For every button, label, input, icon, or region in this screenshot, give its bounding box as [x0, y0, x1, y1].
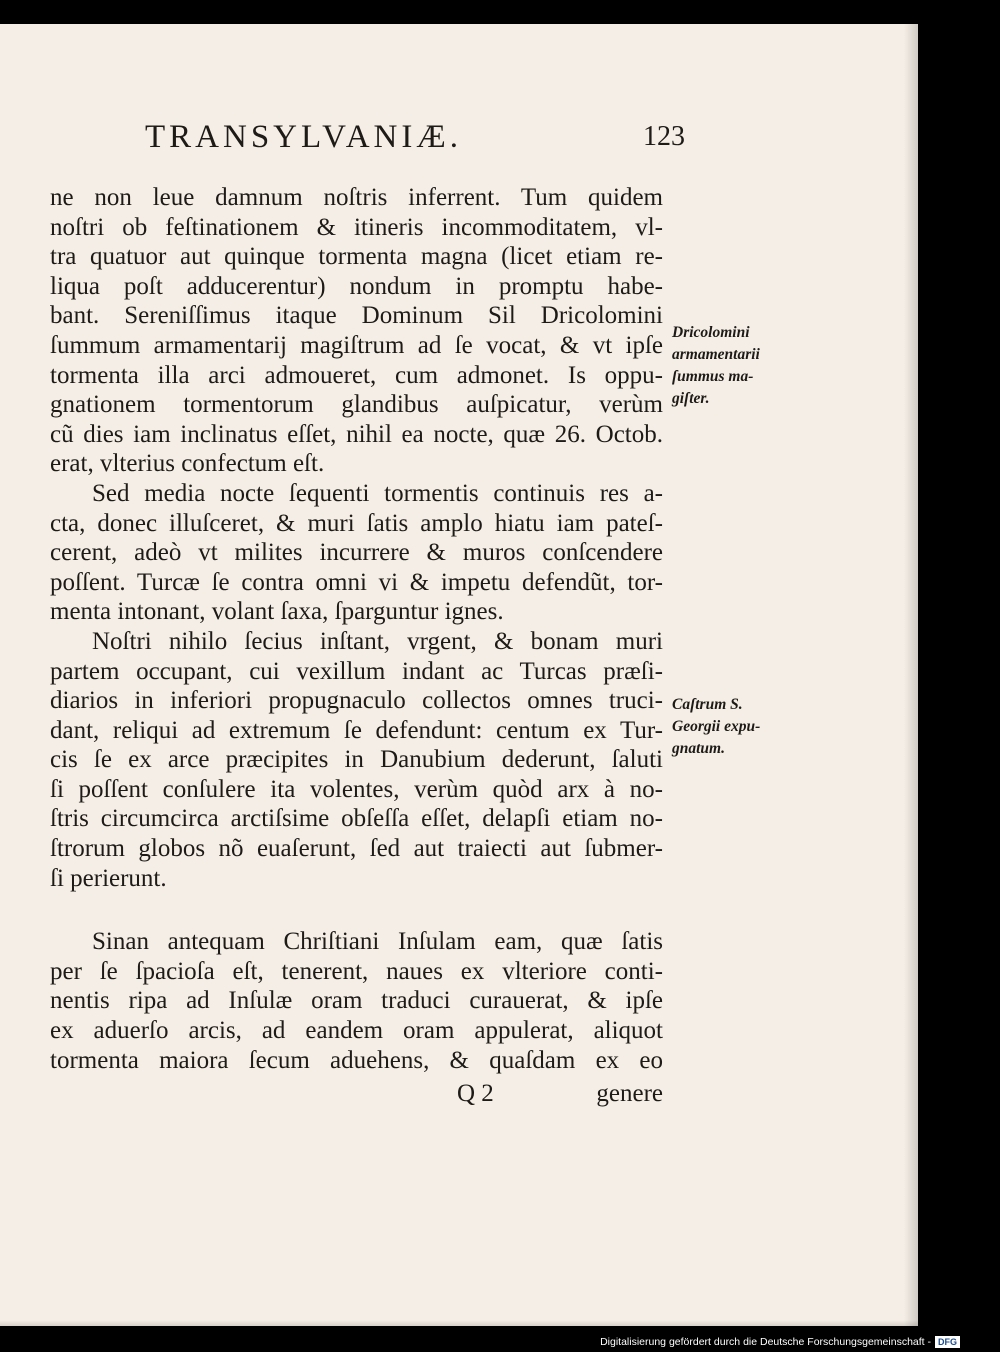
marginal-note-line: gnatum.: [672, 740, 725, 757]
text-line: ſtris circumcirca arctiſsime obſeſſa eſſet, delapſi etiam no-: [50, 805, 663, 833]
text-line: cis ſe ex arce præcipites in Danubium dederunt, ſaluti: [50, 746, 663, 774]
text-line: Sinan antequam Chriſtiani Inſulam eam, quæ ſatis: [92, 928, 663, 956]
text-line: noſtri ob feſtinationem & itineris incommoditatem, vl-: [50, 213, 663, 241]
text-line: partem occupant, cui vexillum indant ac Turcas præſi-: [50, 657, 663, 685]
text-line: erat, vlterius confectum eſt.: [50, 450, 325, 478]
running-title: TRANSYLVANIÆ.: [145, 119, 462, 155]
marginal-note-line: ſummus ma-: [672, 368, 754, 385]
paragraph: [50, 479, 663, 627]
marginal-note: [672, 322, 812, 410]
paragraph: [50, 927, 663, 1075]
text-line: bant. Sereniſſimus itaque Dominum Sil Dricolomini: [50, 302, 663, 330]
text-line: dant, reliqui ad extremum ſe defendunt: centum ex Tur-: [50, 716, 663, 744]
credit-text: Digitalisierung gefördert durch die Deutsche Forschungsgemeinschaft -: [600, 1336, 931, 1348]
text-line: diarios in inferiori propugnaculo collectos omnes truci-: [50, 687, 663, 715]
marginal-note-line: Georgii expu-: [672, 718, 761, 735]
text-line: poſſent. Turcæ ſe contra omni vi & impetu defendũt, tor-: [50, 568, 663, 596]
paragraph-gap: [50, 893, 663, 927]
page-edge-shadow: [904, 24, 918, 1326]
digitization-credit: [600, 1335, 960, 1349]
paragraph: [50, 183, 663, 479]
text-line: ſi perierunt.: [50, 864, 167, 892]
text-line: liqua poſt adducerentur) nondum in promptu habe-: [50, 272, 663, 300]
paragraph: [50, 627, 663, 893]
text-line: cerent, adeò vt milites incurrere & muros conſcendere: [50, 539, 663, 567]
text-line: nentis ripa ad Inſulæ oram traduci curauerat, & ipſe: [50, 987, 663, 1015]
text-line: menta intonant, volant ſaxa, ſparguntur ignes.: [50, 598, 504, 626]
text-line: ſi poſſent conſulere ita volentes, verùm quòd arx à no-: [50, 775, 663, 803]
text-line: ex aduerſo arcis, ad eandem oram appulerat, aliquot: [50, 1017, 663, 1045]
text-line: tra quatuor aut quinque tormenta magna (licet etiam re-: [50, 243, 663, 271]
text-line: Noſtri nihilo ſecius inſtant, vrgent, & bonam muri: [92, 627, 663, 655]
text-line: per ſe ſpacioſa eſt, tenerent, naues ex vlteriore conti-: [50, 957, 663, 985]
text-line: cta, donec illuſceret, & muri ſatis amplo hiatu iam pateſ-: [50, 509, 663, 537]
dfg-logo: DFG: [935, 1336, 960, 1348]
text-line: ſummum armamentarij magiſtrum ad ſe vocat, & vt ipſe: [50, 331, 663, 359]
marginal-note: [672, 694, 802, 760]
page-bottom-shadow: [0, 1320, 918, 1326]
marginal-note-line: Dricolomini: [672, 324, 750, 341]
text-line: tormenta illa arci admoueret, cum admonet. Is oppu-: [50, 361, 663, 389]
signature-mark: Q 2: [457, 1080, 494, 1107]
text-line: ſtrorum globos nõ euaſerunt, ſed aut traiecti aut ſubmer-: [50, 835, 663, 863]
marginal-note-line: Caſtrum S.: [672, 696, 743, 713]
catchword: genere: [596, 1080, 663, 1107]
marginal-note-line: armamentarii: [672, 346, 760, 363]
text-line: tormenta maiora ſecum aduehens, & quaſdam ex eo: [50, 1046, 663, 1074]
text-line: Sed media nocte ſequenti tormentis continuis res a-: [92, 479, 663, 507]
marginal-note-line: giſter.: [672, 390, 710, 407]
catchline: [50, 1078, 663, 1110]
text-line: ne non leue damnum noſtris inferrent. Tum quidem: [50, 184, 663, 211]
body-text: [50, 183, 663, 1075]
running-head: [145, 117, 685, 157]
page-number: 123: [643, 121, 685, 152]
text-line: cũ dies iam inclinatus eſſet, nihil ea nocte, quæ 26. Octob.: [50, 420, 663, 448]
text-line: gnationem tormentorum glandibus auſpicatur, verùm: [50, 391, 663, 419]
